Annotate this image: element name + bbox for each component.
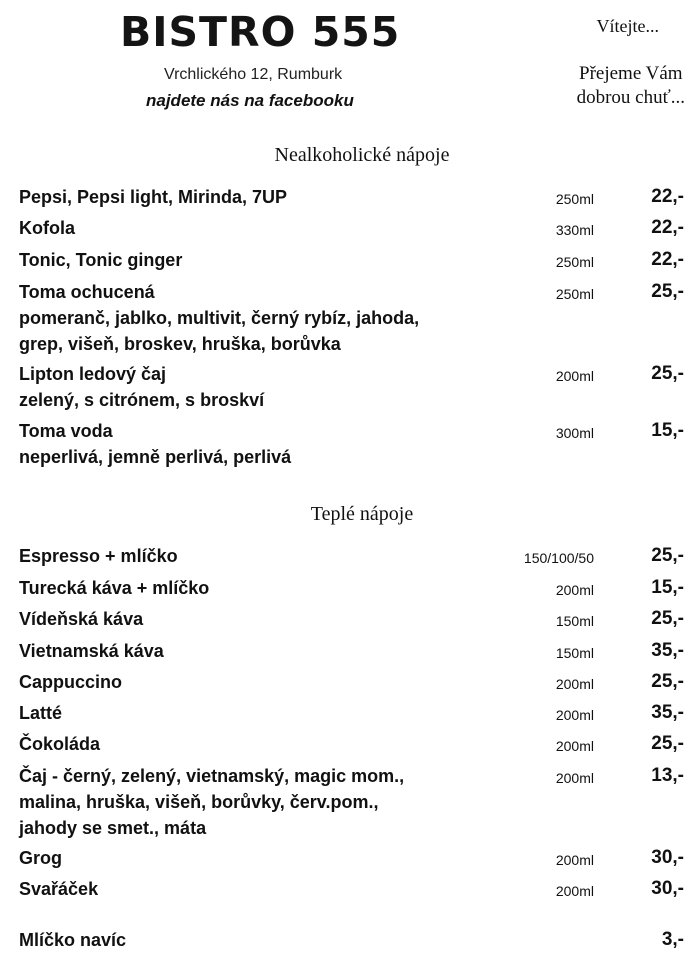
welcome-text: Vítejte...	[596, 16, 659, 36]
item-name: Čaj - černý, zelený, vietnamský, magic mom.,	[19, 766, 405, 786]
item-price: 15,-	[651, 420, 684, 441]
item-flavors: zelený, s citrónem, s broskví	[19, 390, 265, 410]
item-flavors: malina, hruška, višeň, borůvky, červ.pom.,	[19, 792, 379, 812]
item-volume: 250ml	[555, 254, 594, 270]
item-name: Vídeňská káva	[19, 609, 144, 629]
item-name: Mlíčko navíc	[19, 930, 127, 950]
menu-item-svaracek	[19, 876, 684, 908]
menu-item-turecka-kava	[19, 575, 684, 607]
item-name: Lipton ledový čaj	[19, 364, 167, 384]
menu-item-toma-ochucena	[19, 279, 684, 354]
item-volume: 200ml	[555, 368, 594, 384]
item-name: Cappuccino	[19, 672, 123, 692]
item-volume: 300ml	[555, 425, 594, 441]
menu-item-latte	[19, 700, 684, 732]
wish-line-1: Přejeme Vám	[579, 63, 683, 84]
item-volume: 200ml	[555, 676, 594, 692]
facebook-note: najdete nás na facebooku	[146, 91, 354, 110]
item-price: 25,-	[651, 281, 684, 302]
item-flavors-2: jahody se smet., máta	[19, 818, 207, 838]
item-price: 35,-	[651, 640, 684, 661]
item-volume: 200ml	[555, 883, 594, 899]
item-price: 13,-	[651, 765, 684, 786]
menu-item-cokolada	[19, 731, 684, 763]
item-volume: 200ml	[555, 770, 594, 786]
item-name: Vietnamská káva	[19, 641, 164, 661]
item-volume: 200ml	[555, 707, 594, 723]
item-price: 35,-	[651, 702, 684, 723]
menu-item-tonic	[19, 247, 684, 279]
logo: BISTRO 555	[120, 8, 401, 56]
item-volume: 250ml	[555, 191, 594, 207]
menu-item-videnska-kava	[19, 606, 684, 638]
menu-item-cappuccino	[19, 669, 684, 701]
item-name: Toma ochucená	[19, 282, 155, 302]
menu-item-mlicko-navic	[19, 927, 684, 959]
menu-item-espresso	[19, 543, 684, 575]
item-name: Čokoláda	[19, 734, 101, 754]
menu-item-toma-voda	[19, 418, 684, 467]
item-price: 25,-	[651, 671, 684, 692]
item-price: 25,-	[651, 733, 684, 754]
menu-item-pepsi	[19, 184, 684, 216]
item-volume: 200ml	[555, 582, 594, 598]
item-name: Kofola	[19, 218, 75, 238]
item-price: 25,-	[651, 363, 684, 384]
item-price: 3,-	[661, 929, 684, 950]
item-price: 22,-	[651, 186, 684, 207]
item-volume: 150ml	[555, 613, 594, 629]
item-flavors: pomeranč, jablko, multivit, černý rybíz, jahoda,	[19, 308, 420, 328]
item-name: Latté	[19, 703, 63, 723]
item-name: Grog	[19, 848, 62, 868]
item-volume: 150/100/50	[523, 550, 594, 566]
item-price: 30,-	[651, 878, 684, 899]
item-name: Turecká káva + mlíčko	[19, 578, 210, 598]
section-title-soft-drinks: Nealkoholické nápoje	[274, 144, 450, 166]
item-price: 30,-	[651, 847, 684, 868]
item-volume: 330ml	[555, 222, 594, 238]
item-price: 15,-	[651, 577, 684, 598]
item-volume: 150ml	[555, 645, 594, 661]
item-price: 25,-	[651, 545, 684, 566]
item-price: 25,-	[651, 608, 684, 629]
menu-item-grog	[19, 845, 684, 877]
item-name: Espresso + mlíčko	[19, 546, 178, 566]
item-volume: 200ml	[555, 852, 594, 868]
item-flavors: neperlivá, jemně perlivá, perlivá	[19, 447, 292, 467]
item-price: 22,-	[651, 249, 684, 270]
address: Vrchlického 12, Rumburk	[164, 66, 343, 83]
item-volume: 200ml	[555, 738, 594, 754]
menu-item-kofola	[19, 215, 684, 247]
item-volume: 250ml	[555, 286, 594, 302]
item-price: 22,-	[651, 217, 684, 238]
menu-item-caj	[19, 763, 684, 838]
item-name: Pepsi, Pepsi light, Mirinda, 7UP	[19, 187, 288, 207]
item-name: Tonic, Tonic ginger	[19, 250, 183, 270]
menu-item-lipton	[19, 361, 684, 410]
menu-item-vietnamska-kava	[19, 638, 684, 670]
section-title-hot-drinks: Teplé nápoje	[310, 503, 414, 525]
wish-line-2: dobrou chuť...	[576, 87, 685, 108]
item-name: Svařáček	[19, 879, 99, 899]
wish-text	[577, 62, 685, 110]
item-flavors-2: grep, višeň, broskev, hruška, borůvka	[19, 334, 341, 354]
item-name: Toma voda	[19, 421, 113, 441]
